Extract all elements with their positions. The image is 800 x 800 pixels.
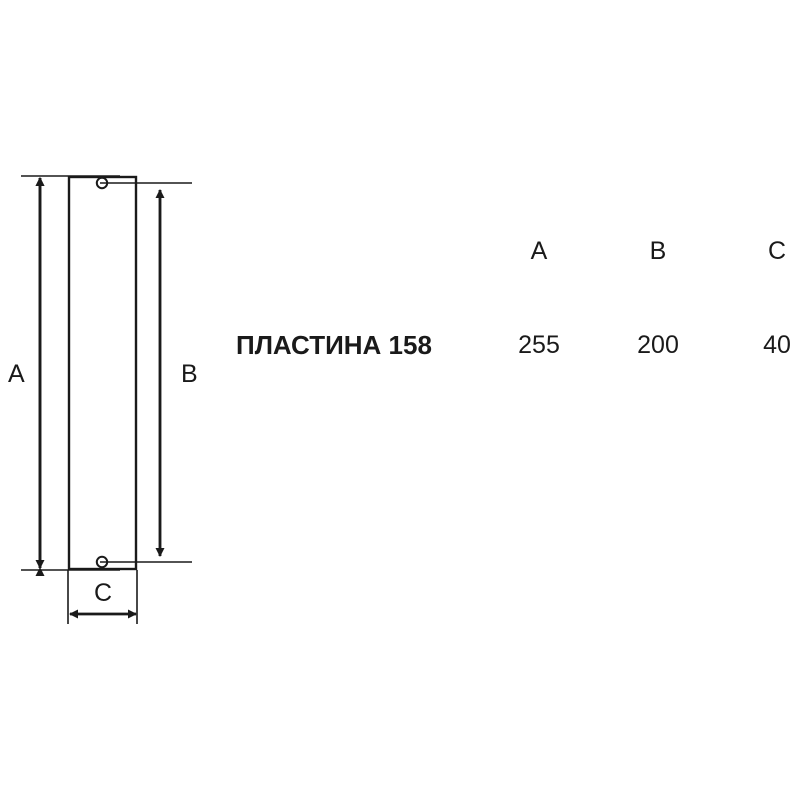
spec-table-value-a: 255 <box>518 331 560 359</box>
spec-table-value-c: 40 <box>763 331 791 359</box>
spec-table-header-c: C <box>767 237 787 265</box>
spec-table-header-b: B <box>649 237 667 265</box>
plate-outline <box>69 177 136 569</box>
spec-table-value-b: 200 <box>637 331 679 359</box>
spec-table-header-a: A <box>530 237 548 265</box>
dimension-label-b: B <box>181 360 198 388</box>
spec-table-row-label: ПЛАСТИНА 158 <box>236 330 432 360</box>
dimension-label-c: C <box>94 579 113 607</box>
dimension-label-a: A <box>8 360 25 388</box>
